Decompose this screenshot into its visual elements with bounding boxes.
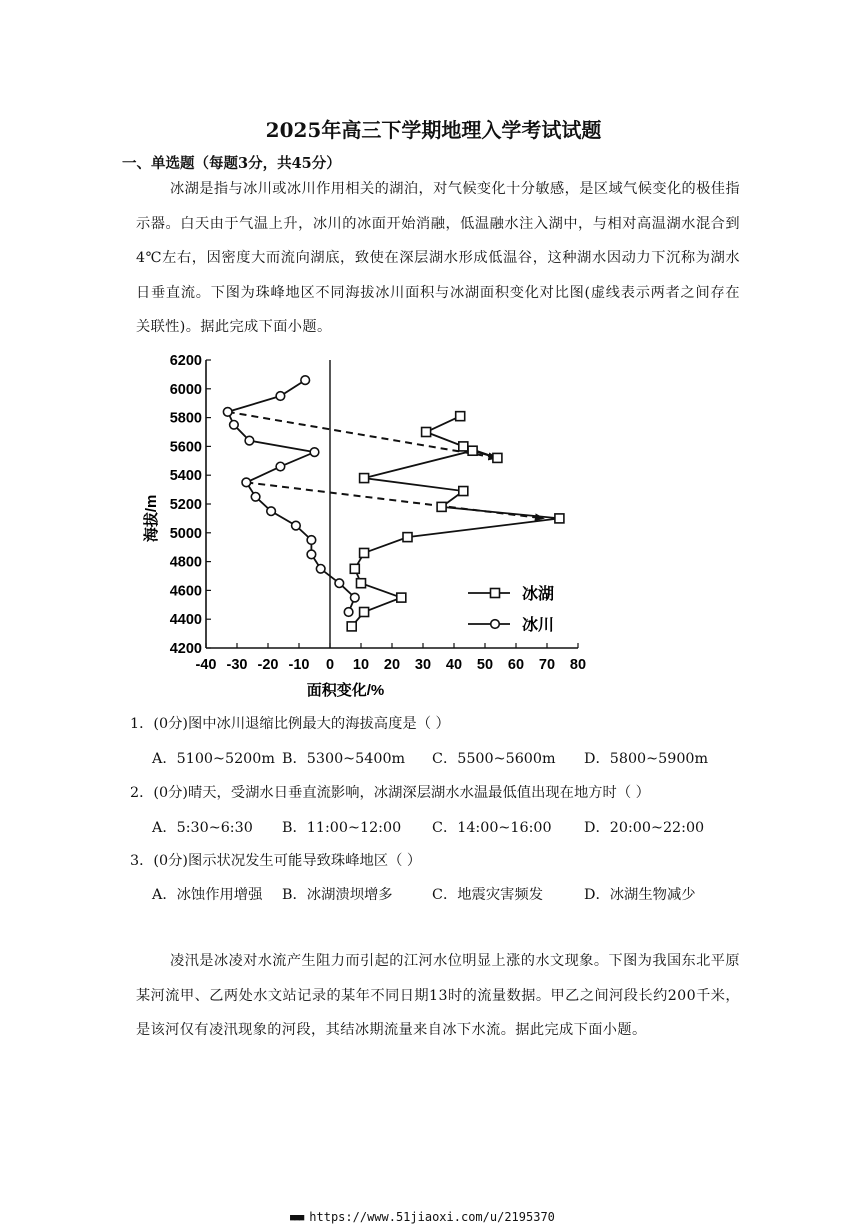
glacier-point <box>335 579 344 588</box>
glacier-point <box>242 478 251 487</box>
question-1-option-b[interactable]: B．5300~5400m <box>282 751 406 767</box>
question-1-option-c[interactable]: C．5500~5600m <box>432 751 556 767</box>
glacier-point <box>310 448 319 457</box>
y-tick-label: 5800 <box>169 410 202 427</box>
chart-dashed-links <box>228 412 544 519</box>
question-3-option-a[interactable]: A．冰蚀作用增强 <box>152 887 263 903</box>
question-2-option-a[interactable]: A．5:30~6:30 <box>152 820 253 836</box>
footer-logo-icon: ■■■ <box>290 1212 304 1223</box>
legend-label: 冰川 <box>522 617 555 634</box>
glacier-point <box>307 536 316 545</box>
lake-point <box>350 564 359 573</box>
glacier-point <box>245 436 254 445</box>
x-tick-label: 10 <box>352 657 370 673</box>
passage-2: 凌汛是冰凌对水流产生阻力而引起的江河水位明显上涨的水文现象。下图为我国东北平原某河流甲、乙两处水文站记录的某年不同日期13时的流量数据。甲乙之间河段长约200千米，是该河仅有凌汛现象的河段，其结冰期流量来自冰下水流。据此完成下面小题。 <box>136 953 740 1038</box>
glacier-point <box>267 507 276 516</box>
legend-label: 冰湖 <box>522 586 555 603</box>
glacier-point <box>301 376 310 385</box>
lake-point <box>468 446 477 455</box>
y-tick-label: 5400 <box>169 468 202 485</box>
lake-point <box>397 593 406 602</box>
question-1-stem: 1．(0分)图中冰川退缩比例最大的海拔高度是（ ） <box>130 716 450 732</box>
chart-legend <box>468 585 554 634</box>
footer-watermark <box>290 1210 555 1224</box>
lake-point <box>459 442 468 451</box>
question-1-option-a[interactable]: A．5100~5200m <box>152 751 275 767</box>
glacier-point <box>292 521 301 530</box>
area-change-chart <box>130 345 600 705</box>
glacier-point <box>344 608 353 617</box>
x-axis-label: 面积变化/% <box>306 682 385 699</box>
y-tick-label: 6000 <box>169 381 202 398</box>
question-2-stem: 2．(0分)晴天，受湖水日垂直流影响，冰湖深层湖水水温最低值出现在地方时（ ） <box>130 785 650 801</box>
y-tick-label: 4800 <box>169 554 202 571</box>
lake-point <box>360 548 369 557</box>
glacier-point <box>276 462 285 471</box>
y-tick-label: 5600 <box>169 439 202 456</box>
x-tick-label: -30 <box>226 657 248 673</box>
glacier-point <box>307 550 316 559</box>
glacier-point <box>251 493 260 502</box>
y-tick-label: 6200 <box>169 353 202 369</box>
question-3-option-b[interactable]: B．冰湖溃坝增多 <box>282 887 393 903</box>
chart-series <box>223 376 564 631</box>
lake-point <box>459 487 468 496</box>
y-tick-label: 4400 <box>169 612 202 629</box>
x-tick-label: 20 <box>383 657 401 673</box>
x-tick-label: 60 <box>507 657 525 673</box>
question-3-option-d[interactable]: D．冰湖生物减少 <box>584 887 696 903</box>
glacier-point <box>223 408 232 417</box>
legend-marker-square <box>491 589 500 598</box>
x-tick-label: -40 <box>195 657 217 673</box>
y-tick-label: 4200 <box>169 641 202 657</box>
lake-point <box>555 514 564 523</box>
lake-point <box>437 502 446 511</box>
x-tick-label: 80 <box>569 657 587 673</box>
series-line-glacier <box>228 380 355 612</box>
glacier-point <box>230 421 239 430</box>
chart-axes <box>142 353 586 699</box>
glacier-point <box>316 565 325 574</box>
lake-point <box>456 412 465 421</box>
lake-point <box>422 428 431 437</box>
question-2-option-b[interactable]: B．11:00~12:00 <box>282 820 402 836</box>
y-axis-label: 海拔/m <box>143 494 160 543</box>
lake-point <box>360 608 369 617</box>
question-1-option-d[interactable]: D．5800~5900m <box>584 751 709 767</box>
lake-point <box>357 579 366 588</box>
question-2-option-c[interactable]: C．14:00~16:00 <box>432 820 552 836</box>
question-3-option-c[interactable]: C．地震灾害频发 <box>432 887 544 903</box>
passage-1: 冰湖是指与冰川或冰川作用相关的湖泊，对气候变化十分敏感，是区域气候变化的极佳指示器。白天由于气温上升，冰川的冰面开始消融，低温融水注入湖中，与相对高温湖水混合到4℃左右，因密度大而流向湖底，致使在深层湖水形成低温谷，这种湖水因动力下沉称为湖水日垂直流。下图为珠峰地区不同海拔冰川面积与冰湖面积变化对比图(虚线表示两者之间存在关联性)。据此完成下面小题。 <box>136 181 740 335</box>
x-tick-label: -20 <box>257 657 279 673</box>
x-tick-label: 50 <box>476 657 494 673</box>
x-tick-label: 40 <box>445 657 463 673</box>
page-title: 2025年高三下学期地理入学考试试题 <box>265 118 602 142</box>
y-tick-label: 4600 <box>169 583 202 600</box>
y-tick-label: 5000 <box>169 525 202 542</box>
lake-point <box>493 453 502 462</box>
question-2-option-d[interactable]: D．20:00~22:00 <box>584 820 705 836</box>
glacier-point <box>276 392 285 401</box>
lake-point <box>360 474 369 483</box>
y-tick-label: 5200 <box>169 497 202 513</box>
x-tick-label: 30 <box>414 657 432 673</box>
legend-marker-circle <box>491 620 500 629</box>
question-3-stem: 3．(0分)图示状况发生可能导致珠峰地区（ ） <box>130 853 422 869</box>
footer-url: https://www.51jiaoxi.com/u/2195370 <box>309 1210 555 1224</box>
glacier-point <box>351 593 360 602</box>
x-tick-label: -10 <box>288 657 310 673</box>
x-tick-label: 70 <box>538 657 556 673</box>
section-heading: 一、单选题（每题3分，共45分） <box>122 155 341 172</box>
lake-point <box>403 533 412 542</box>
x-tick-label: 0 <box>325 657 335 673</box>
lake-point <box>347 622 356 631</box>
